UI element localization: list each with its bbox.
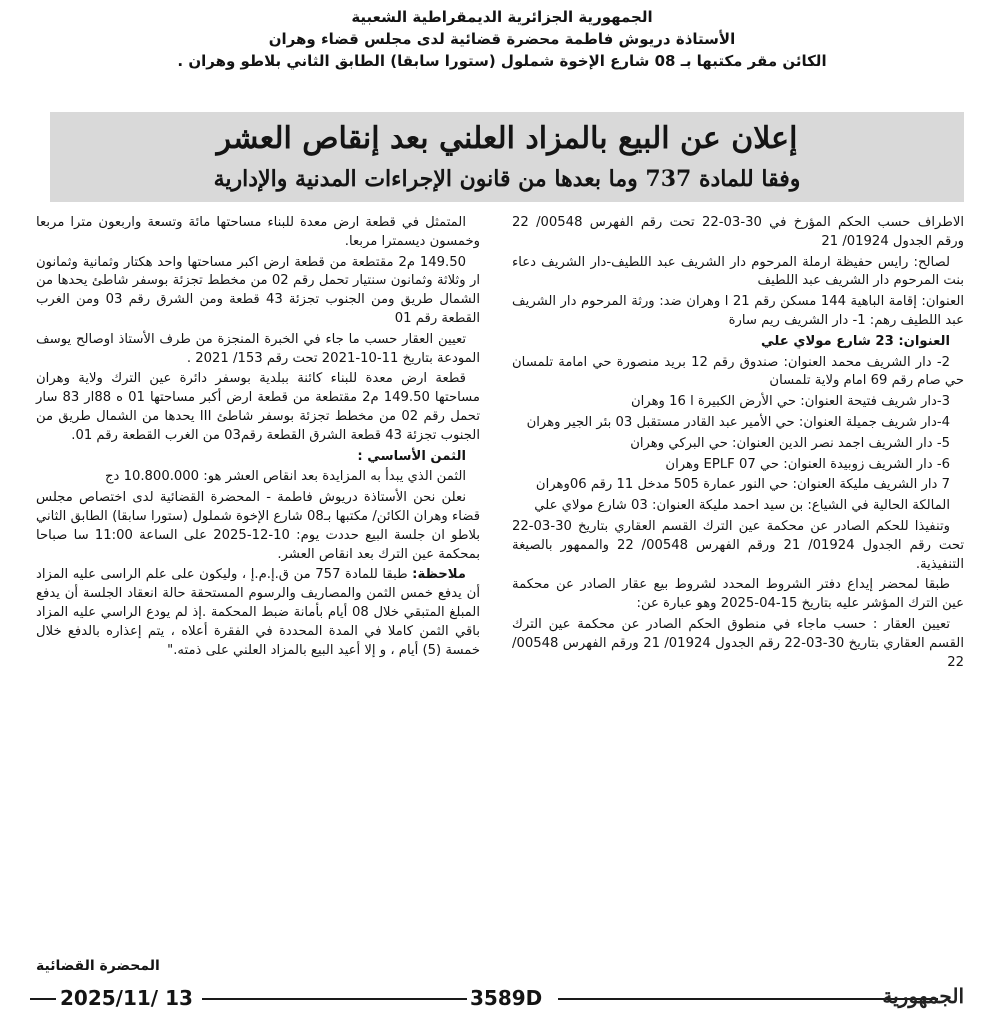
judgment-execution: وتنفيذا للحكم الصادر عن محكمة عين الترك القسم العقاري بتاريخ 30-03-22 تحت رقم الجدول 01924/ 21 ورقم الفهرس 00548/ 22 والممهور بالصيغة التنفيذية. (512, 518, 965, 572)
heir-4: 4-دار شريف جميلة العنوان: حي الأمير عبد القادر مستقبل 03 بئر الجير وهران (526, 414, 950, 430)
notice-subtitle: وفقا للمادة 737 وما بعدها من قانون الإجراءات المدنية والإدارية (213, 166, 801, 192)
base-price-value: الثمن الذي يبدأ به المزايدة بعد انقاص العشر هو: 10.800.000 دج (104, 469, 466, 485)
plot-expertise-details: قطعة ارض معدة للبناء كائنة ببلدية بوسفر دائرة عين الترك ولاية وهران مساحتها 149.50 م2 مقتطعة من قطعة ارض أكبر مساحتها 01 ه 88ار 83 سار تحمل رقم 02 من مخطط تجزئة بوسفر شاطئ III يحدها من الشمال طريق من الجنوب تجزئة 43 قطعة الشرق القطعة رقم03 من الغرب القطعة رقم 01. (36, 371, 480, 443)
property-designation: تعيين العقار : حسب ماجاء في منطوق الحكم الصادر عن محكمة عين الترك القسم العقاري بتاريخ 30-03-22 رقم الجدول 01924/ 21 ورقم الفهرس 00548/ 22 (512, 616, 964, 670)
header-address: الكائن مقر مكتبها بـ 08 شارع الإخوة شملول (ستورا سابقا) الطابق الثاني بلاطو وهران . (177, 52, 827, 70)
parties-paragraph: الاطراف حسب الحكم المؤرخ في 30-03-22 تحت رقم الفهرس 00548/ 22 ورقم الجدول 01924/ 21 (512, 215, 965, 249)
address-paragraph: العنوان: إقامة الباهية 144 مسكن رقم 21 ا وهران ضد: ورثة المرحوم دار الشريف عبد اللطيف رهم: 1- دار الشريف ريم سارة (512, 294, 965, 328)
heir-6: 6- دار الشريف زوبيدة العنوان: حي EPLF 07 وهران (665, 456, 950, 472)
ad-code: 3589D (470, 986, 543, 1010)
specifications-deposit: طبقا لمحضر إيداع دفتر الشروط المحدد لشروط بيع عقار الصادر عن محكمة عين الترك المؤشر عليه بتاريخ 15-04-2025 وهو عبارة عن: (512, 577, 964, 612)
current-owner: المالكة الحالية في الشياع: بن سيد احمد مليكة العنوان: 03 شارع مولاي علي (534, 498, 950, 514)
heir-7: 7 دار الشريف مليكة العنوان: حي النور عمارة 505 مدخل 11 رقم 06وهران (535, 477, 950, 493)
plot-details: 149.50 م2 مقتطعة من قطعة ارض اكبر مساحتها واحد هكتار وثمانية وثمانون ار وثلاثة وثمانون سنتيار تحمل رقم 02 من مخطط تجزئة بوسفر شاطئ يحدها من الشمال طريق ومن الجنوب تجزئة 43 قطعة ومن الشرق رقم 03 ومن الغرب القطعة رقم 01 (36, 254, 480, 326)
left-column (36, 214, 480, 662)
newspaper-logo: الجمهورية (882, 984, 964, 1008)
header-bailiff: الأستاذة دريوش فاطمة محضرة قضائية لدى مجلس قضاء وهران (268, 30, 736, 48)
expertise-designation: تعيين العقار حسب ما جاء في الخبرة المنجزة من طرف الأستاذ اوصالح يوسف المودعة بتاريخ 11-10-2021 تحت رقم 153/ 2021 . (36, 331, 480, 366)
footer-rule (30, 998, 56, 1000)
address-line: العنوان: 23 شارع مولاي علي (761, 333, 950, 349)
right-column (512, 214, 964, 674)
header-republic: الجمهورية الجزائرية الديمقراطية الشعبية (351, 8, 653, 26)
heir-3: 3-دار شريف فتيحة العنوان: حي الأرض الكبيرة ا 16 وهران (630, 394, 950, 410)
title-band (50, 112, 964, 202)
plaintiff-paragraph: لصالح: رايس حفيظة ارملة المرحوم دار الشريف عبد اللطيف-دار الشريف دعاء بنت المرحوم دار الشريف عبد اللطيف (512, 254, 964, 289)
footer-rule (558, 998, 938, 1000)
base-price-heading: الثمن الأساسي : (357, 448, 466, 464)
footer (30, 982, 974, 1012)
note-label: ملاحظة: (412, 567, 466, 583)
heir-2: 2- دار الشريف محمد العنوان: صندوق رقم 12 بريد منصورة حي امامة تلمسان حي صام رقم 69 امام ولاية تلمسان (512, 354, 964, 389)
note-text: طبقا للمادة 757 من ق.إ.م.إ ، وليكون على علم الراسى عليه المزاد أن يدفع خمس الثمن والمصاريف والرسوم المستحقة حالة انعقاد الجلسة أن يدفع المبلغ المتبقي خلال 08 أيام بأمانة ضبط المحكمة .إذ لم يودع الراسي عليه المزاد باقي الثمن كاملا في المدة المحددة في الفقرة أعلاه ، يتم إعذاره بالدفع خلال خمسة (5) أيام ، و إلا أعيد البيع بالمزاد العلني على ذمته." (36, 567, 480, 658)
auction-announcement: نعلن نحن الأستاذة دريوش فاطمة - المحضرة القضائية لدى اختصاص مجلس قضاء وهران الكائن/ مكتبها بـ08 شارع الإخوة شملول (ستورا سابقا) الطابق الثاني بلاطو ان جلسة البيع حددت يوم: 10-12-2025 على الساعة 11:00 سا صباحا بمحكمة عين الترك بعد انقاص العشر. (36, 490, 480, 562)
notice-title: إعلان عن البيع بالمزاد العلني بعد إنقاص العشر (216, 121, 798, 156)
property-description: المتمثل في قطعة ارض معدة للبناء مساحتها مائة وتسعة واربعون مترا مربعا وخمسون ديسمترا مربعا. (36, 215, 480, 249)
publication-date: 2025/11/ 13 (60, 986, 193, 1010)
signature: المحضرة القضائية (36, 958, 160, 974)
header-block (40, 6, 964, 72)
footer-rule (202, 998, 467, 1000)
heir-5: 5- دار الشريف اجمد نصر الدين العنوان: حي البركي وهران (630, 435, 950, 451)
